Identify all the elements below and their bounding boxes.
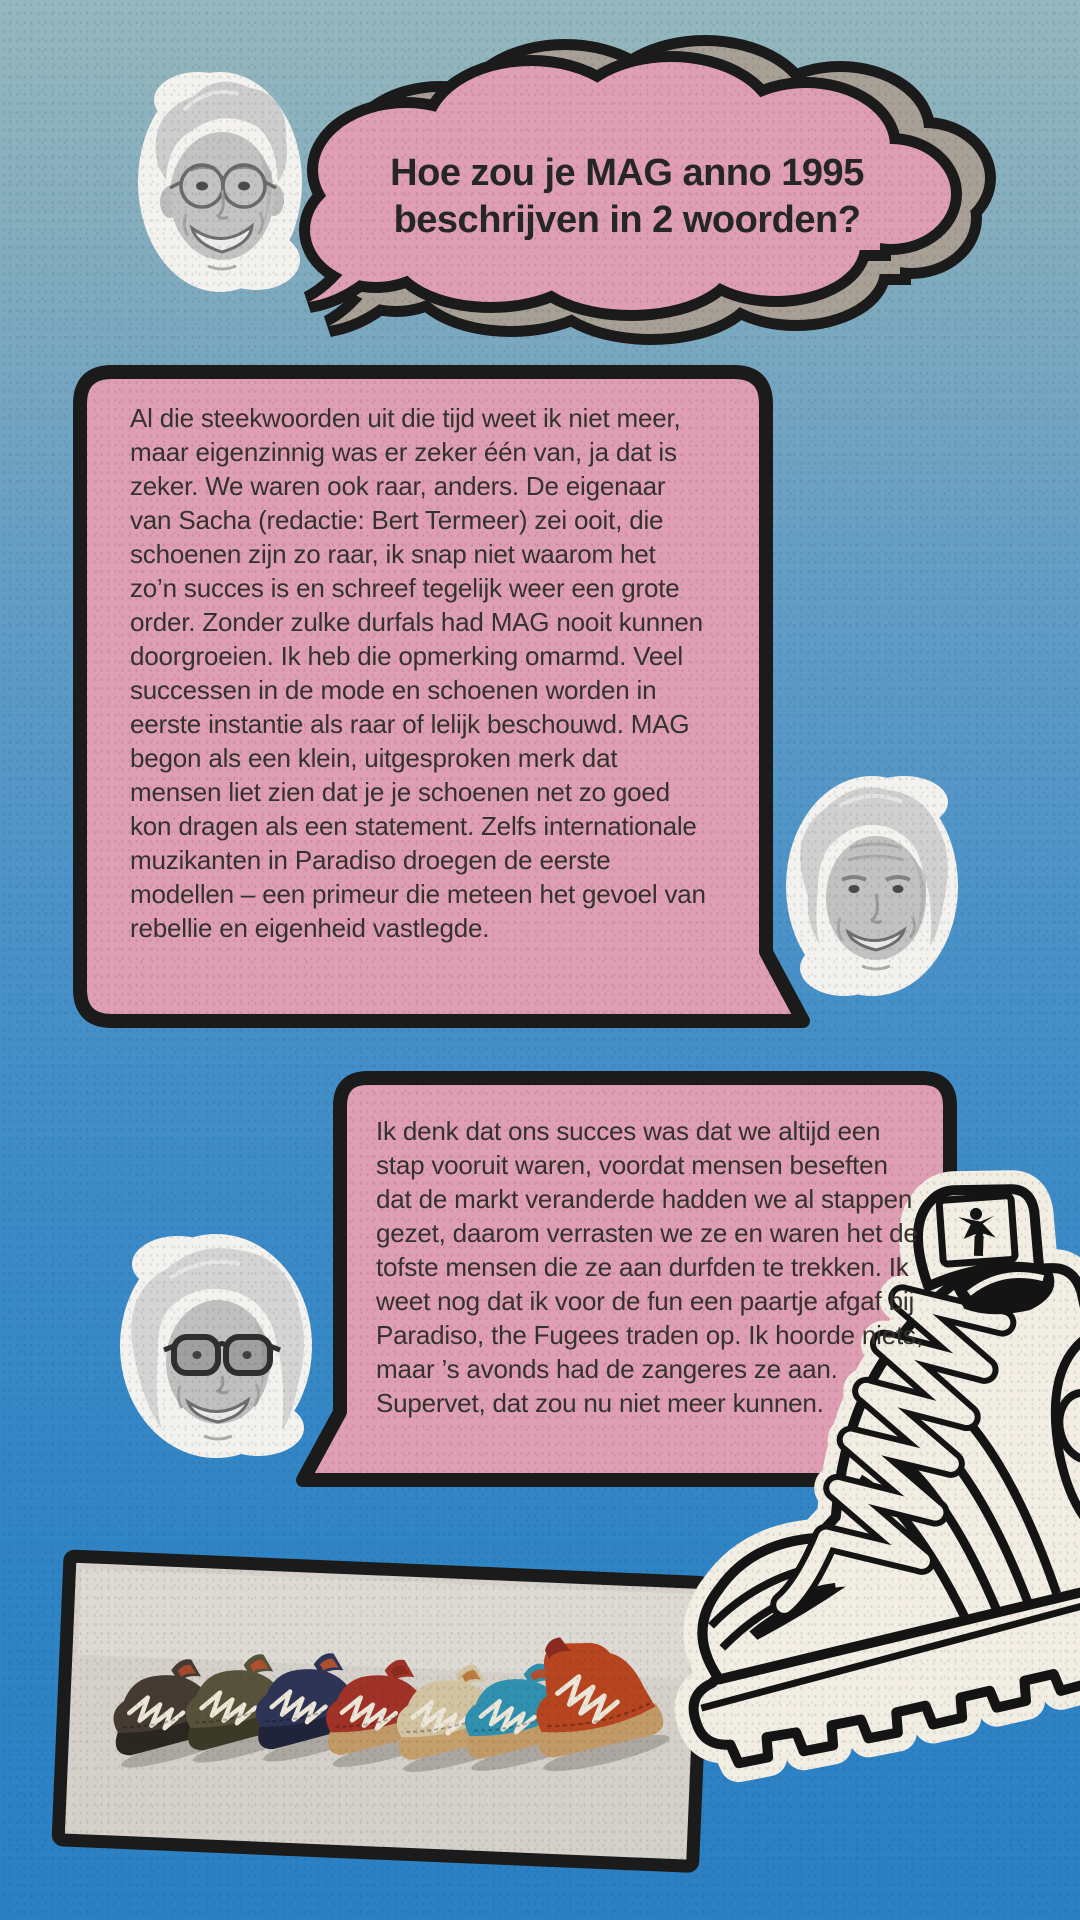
face-cutout-3 [120, 1234, 312, 1458]
question-line-2: beschrijven in 2 woorden? [393, 199, 861, 241]
question-bubble-text [322, 150, 932, 244]
face-cutout-2 [786, 776, 958, 996]
face-cutout-1 [138, 72, 302, 292]
shoes-photo [58, 1556, 704, 1866]
answer-bubble-2-text: Ik denk dat ons succes was dat we altijd een stap vooruit waren, voordat mensen beseften dat de markt veranderde hadden we al stappen gezet, daarom verrasten we ze en waren het de tofste mensen die ze aan durfden te trekken. Ik weet nog dat ik voor de fun een paartje afgaf bij Paradiso, the Fugees traden op. Ik hoorde niets, maar ’s avonds had de zangeres ze aan. Supervet, dat zou nu niet meer kunnen. [376, 1116, 923, 1418]
tongue-label [939, 1195, 1015, 1264]
answer-bubble-1-text: Al die steekwoorden uit die tijd weet ik niet meer, maar eigenzinnig was er zeker één van, ja dat is zeker. We waren ook raar, anders. De eigenaar van Sacha (redactie: Bert Termeer) zei ooit, die schoenen zijn zo raar, ik snap niet waarom het zo’n succes is en schreef tegelijk weer een grote order. Zonder zulke durfals had MAG nooit kunnen doorgroeien. Ik heb die opmerking omarmd. Veel successen in de mode en schoenen worden in eerste instantie als raar of lelijk beschouwd. MAG begon als een klein, uitgesproken merk dat mensen liet zien dat je je schoenen net zo goed kon dragen als een statement. Zelfs internationale muzikanten in Paradiso droegen de eerste modellen – een primeur die meteen het gevoel van rebellie en eigenheid vastlegde. [130, 403, 706, 943]
question-line-1: Hoe zou je MAG anno 1995 [390, 152, 864, 194]
